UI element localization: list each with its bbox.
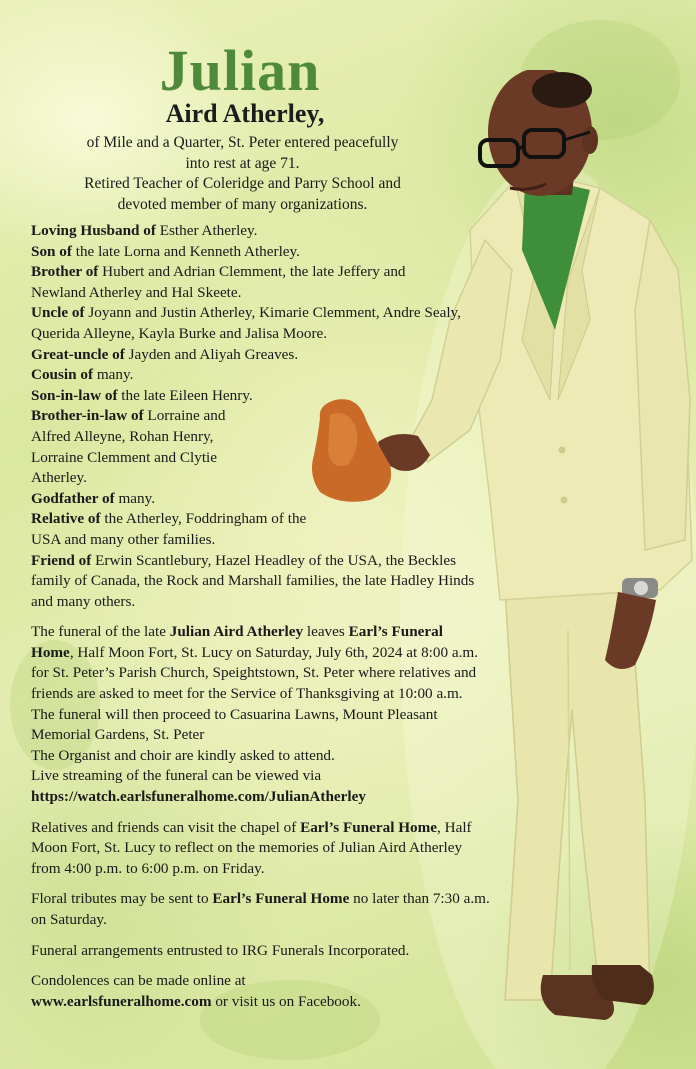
relation-text: the Atherley, Foddringham of the USA and many other families. — [31, 510, 307, 548]
deceased-full-name: Julian Aird Atherley — [169, 623, 304, 641]
streaming-url[interactable]: https://watch.earlsfuneralhome.com/JulianAtherley — [31, 788, 366, 806]
obituary-body — [31, 221, 491, 1012]
condolences-text: Condolences can be made online at — [31, 972, 246, 990]
relation-label: Loving Husband of — [31, 222, 156, 239]
relation-friend — [31, 551, 481, 613]
relation-husband — [31, 221, 491, 242]
relation-text: Esther Atherley. — [155, 222, 258, 239]
visit-text: Relatives and friends can visit the chapel of — [31, 818, 301, 836]
funeral-home-name: Earl’s Funeral Home — [212, 890, 350, 908]
relation-text: Joyann and Justin Atherley, Kimarie Clemment, Andre Sealy, Querida Alleyne, Kayla Burke and Jalisa Moore. — [31, 304, 461, 342]
relation-uncle — [31, 303, 491, 344]
relation-son-in-law — [31, 386, 491, 407]
streaming-link[interactable] — [31, 787, 486, 808]
intro-line: devoted member of many organizations. — [117, 195, 368, 213]
website-link[interactable]: www.earlsfuneralhome.com — [31, 992, 212, 1010]
relation-label: Brother-in-law of — [31, 407, 144, 425]
relation-text: the late Lorna and Kenneth Atherley. — [71, 242, 300, 260]
funeral-paragraph — [31, 622, 486, 704]
arrangements-text: Funeral arrangements entrusted to IRG Funerals Incorporated. — [31, 941, 410, 959]
visitation-paragraph — [31, 818, 481, 880]
floral-text: Floral tributes may be sent to — [31, 890, 213, 908]
relation-text: the late Eileen Henry. — [117, 386, 253, 404]
relation-label: Son of — [31, 242, 72, 260]
funeral-text: , Half Moon Fort, St. Lucy on Saturday, July 6th, 2024 at 8:00 a.m. for St. Peter’s Parish Church, Speightstown, St. Peter where relatives and friends are asked to meet for the Service of Thanksgiving at 10:00 a.m. — [31, 643, 479, 703]
funeral-home-name: Earl’s Funeral Home — [31, 623, 443, 661]
relation-brother-in-law — [31, 406, 266, 488]
deceased-first-name: Julian — [159, 38, 321, 103]
relation-son — [31, 242, 491, 263]
relation-label: Brother of — [31, 263, 99, 281]
condolences-paragraph — [31, 971, 491, 1012]
relation-label: Uncle of — [31, 304, 85, 322]
procession-paragraph: The funeral will then proceed to Casuarina Lawns, Mount Pleasant Memorial Gardens, St. Peter — [31, 705, 438, 744]
condolences-text: or visit us on Facebook. — [211, 992, 361, 1010]
deceased-surname: Aird Atherley, — [165, 99, 325, 128]
relation-label: Godfather of — [31, 489, 115, 507]
floral-paragraph — [31, 889, 501, 930]
relation-relative — [31, 509, 321, 550]
relation-godfather — [31, 489, 491, 510]
relation-text: Erwin Scantlebury, Hazel Headley of the USA, the Beckles family of Canada, the Rock and Marshall families, the late Hadley Hinds and many others. — [31, 551, 475, 610]
relation-text: Lorraine and Alfred Alleyne, Rohan Henry, Lorraine Clemment and Clytie Atherley. — [31, 407, 226, 487]
funeral-details — [31, 622, 486, 807]
relation-text: Hubert and Adrian Clemment, the late Jeffery and Newland Atherley and Hal Skeete. — [31, 263, 406, 301]
intro-line: into rest at age 71. — [185, 154, 300, 172]
visit-text: , Half Moon Fort, St. Lucy to reflect on the memories of Julian Aird Atherley from 4:00 p.m. to 6:00 p.m. on Friday. — [31, 818, 472, 877]
intro-line: Retired Teacher of Coleridge and Parry School and — [84, 175, 401, 192]
funeral-text: leaves — [303, 623, 349, 641]
arrangements-paragraph — [31, 941, 491, 962]
intro-line: of Mile and a Quarter, St. Peter entered peacefully — [86, 134, 399, 151]
funeral-home-name: Earl’s Funeral Home — [300, 818, 438, 836]
relation-label: Friend of — [31, 551, 92, 569]
intro-block — [20, 133, 465, 215]
relation-brother — [31, 262, 446, 303]
relation-text: many. — [93, 366, 134, 384]
choir-line: The Organist and choir are kindly asked to attend. — [31, 746, 335, 764]
relation-label: Cousin of — [31, 366, 94, 384]
relation-label: Great-uncle of — [31, 345, 125, 363]
funeral-text: The funeral of the late — [31, 623, 170, 641]
streaming-line: Live streaming of the funeral can be viewed via — [31, 767, 322, 785]
relation-label: Son-in-law of — [31, 386, 118, 404]
relation-great-uncle — [31, 345, 491, 366]
relation-cousin — [31, 365, 491, 386]
floral-text: no later than 7:30 a.m. on Saturday. — [31, 890, 490, 928]
relation-label: Relative of — [31, 510, 101, 528]
relation-text: Jayden and Aliyah Greaves. — [124, 345, 299, 363]
relation-text: many. — [114, 489, 156, 507]
